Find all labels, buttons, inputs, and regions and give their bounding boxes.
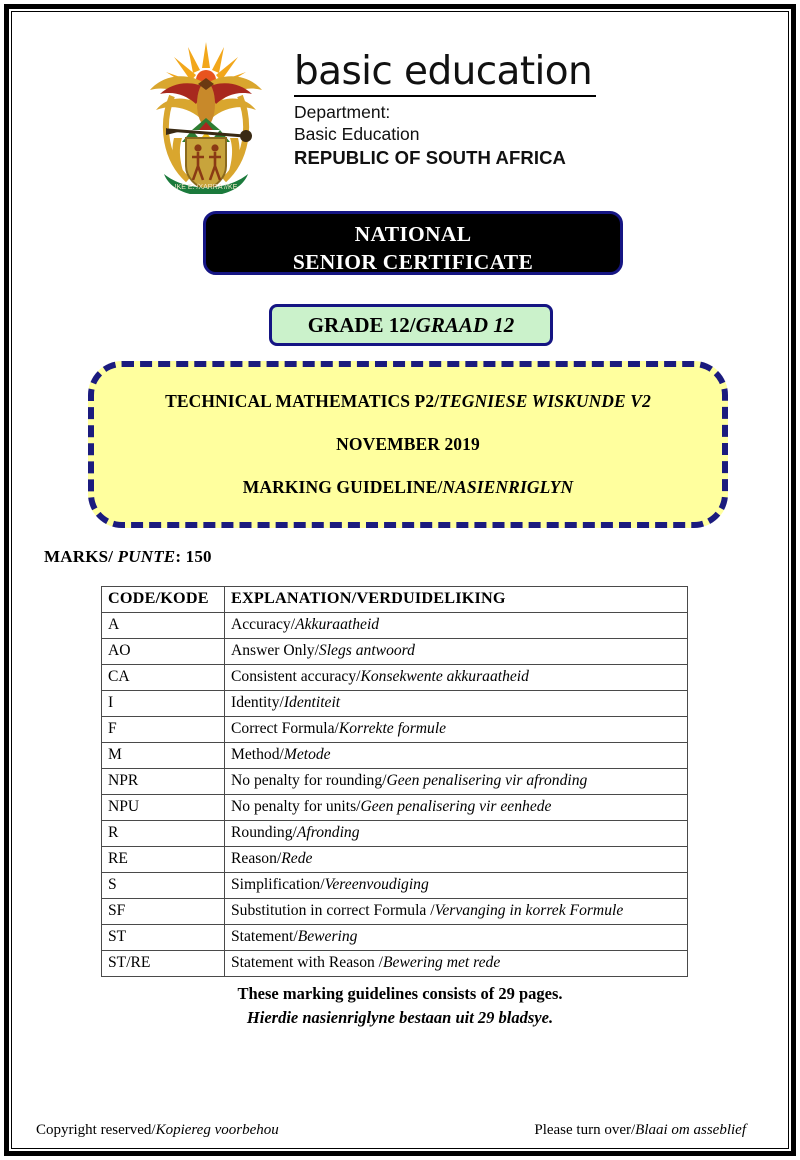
explanation-afrikaans: Identiteit <box>283 693 341 711</box>
explanation-afrikaans: Akkuraatheid <box>295 615 380 633</box>
table-row <box>102 691 688 717</box>
explanation-english: Rounding/ <box>231 823 297 841</box>
table-cell-code: SF <box>102 899 225 925</box>
explanation-afrikaans: Korrekte formule <box>338 719 447 737</box>
table-row <box>102 613 688 639</box>
explanation-english: Reason/ <box>231 849 282 867</box>
explanation-english: Identity/ <box>231 693 284 711</box>
table-cell-explanation <box>225 873 688 899</box>
subject-title-en: TECHNICAL MATHEMATICS P2/ <box>165 391 440 411</box>
table-row <box>102 743 688 769</box>
table-row <box>102 821 688 847</box>
table-cell-code: NPU <box>102 795 225 821</box>
subject-doctype-af: NASIENRIGLYN <box>442 477 574 497</box>
subject-doctype-line <box>94 477 722 498</box>
explanation-english: Substitution in correct Formula / <box>231 901 435 919</box>
page-count-afrikaans: Hierdie nasienriglyne bestaan uit 29 bladsye. <box>246 1007 554 1027</box>
table-row <box>102 951 688 977</box>
logotype-text <box>294 34 596 169</box>
explanation-afrikaans: Geen penalisering vir eenhede <box>360 797 552 815</box>
table-cell-explanation <box>225 769 688 795</box>
logo-department-label: Department: <box>294 101 391 122</box>
nsc-line-2: SENIOR CERTIFICATE <box>292 249 534 274</box>
explanation-afrikaans: Metode <box>283 745 331 763</box>
subject-title-line <box>94 391 722 412</box>
explanation-english: Accuracy/ <box>231 615 296 633</box>
table-row <box>102 795 688 821</box>
south-african-coat-of-arms-icon <box>130 34 282 194</box>
table-cell-code: S <box>102 873 225 899</box>
table-cell-explanation <box>225 613 688 639</box>
footer-turnover-en: Please turn over/ <box>534 1122 636 1138</box>
table-cell-code: AO <box>102 639 225 665</box>
table-cell-code: RE <box>102 847 225 873</box>
subject-doctype-en: MARKING GUIDELINE/ <box>242 477 443 497</box>
explanation-afrikaans: Vereenvoudiging <box>324 875 429 893</box>
table-cell-code: ST <box>102 925 225 951</box>
logo-country: REPUBLIC OF SOUTH AFRICA <box>294 146 567 168</box>
footer-copyright-af: Kopiereg voorbehou <box>155 1122 279 1138</box>
table-cell-code: CA <box>102 665 225 691</box>
table-cell-explanation <box>225 717 688 743</box>
logo-subtitle <box>294 101 596 169</box>
subject-title-af: TEGNIESE WISKUNDE V2 <box>439 391 651 411</box>
explanation-afrikaans: Afronding <box>296 823 360 841</box>
marks-value: : 150 <box>175 547 212 566</box>
page-count-note <box>0 982 800 1030</box>
explanation-afrikaans: Geen penalisering vir afronding <box>386 771 588 789</box>
department-logo-block <box>130 34 670 202</box>
marking-codes-table <box>101 586 688 977</box>
table-cell-explanation <box>225 821 688 847</box>
explanation-english: Statement/ <box>231 927 298 945</box>
table-row <box>102 925 688 951</box>
table-cell-explanation <box>225 899 688 925</box>
explanation-english: Consistent accuracy/ <box>231 667 361 685</box>
page-footer <box>36 1122 746 1139</box>
explanation-afrikaans: Bewering <box>297 927 358 945</box>
explanation-afrikaans: Vervanging in korrek Formule <box>434 901 624 919</box>
explanation-english: Correct Formula/ <box>231 719 339 737</box>
grade-label-en: GRADE 12/ <box>307 313 416 337</box>
table-cell-code: A <box>102 613 225 639</box>
marks-label-en: MARKS/ <box>44 547 118 566</box>
table-row <box>102 873 688 899</box>
explanation-english: No penalty for units/ <box>231 797 361 815</box>
table-body <box>102 613 688 977</box>
marks-total-line <box>44 547 212 567</box>
table-cell-explanation <box>225 847 688 873</box>
logo-department-name: Basic Education <box>294 124 420 145</box>
table-cell-explanation <box>225 665 688 691</box>
table-row <box>102 717 688 743</box>
table-cell-explanation <box>225 951 688 977</box>
national-senior-certificate-banner <box>203 211 623 275</box>
grade-banner <box>269 304 553 346</box>
grade-label-af: GRAAD 12 <box>415 313 515 337</box>
marks-label-af: PUNTE <box>117 547 176 566</box>
table-cell-explanation <box>225 691 688 717</box>
footer-copyright <box>36 1122 279 1139</box>
coat-of-arms-motto: !KE E: /XARRA //KE <box>174 184 238 191</box>
footer-turnover-af: Blaai om asseblief <box>635 1122 746 1138</box>
explanation-english: Method/ <box>231 745 284 763</box>
table-row <box>102 899 688 925</box>
table-cell-explanation <box>225 795 688 821</box>
table-row <box>102 769 688 795</box>
footer-copyright-en: Copyright reserved/ <box>36 1122 156 1138</box>
explanation-afrikaans: Rede <box>281 849 313 867</box>
explanation-english: Simplification/ <box>231 875 325 893</box>
table-cell-code: NPR <box>102 769 225 795</box>
page-count-english: These marking guidelines consists of 29 pages. <box>237 984 563 1003</box>
table-row <box>102 847 688 873</box>
explanation-english: No penalty for rounding/ <box>231 771 387 789</box>
table-header-code: CODE/KODE <box>102 587 225 613</box>
table-header-row <box>102 587 688 613</box>
table-cell-code: ST/RE <box>102 951 225 977</box>
table-row <box>102 665 688 691</box>
nsc-line-1: NATIONAL <box>354 222 472 246</box>
table-cell-code: R <box>102 821 225 847</box>
table-cell-explanation <box>225 639 688 665</box>
table-cell-explanation <box>225 925 688 951</box>
explanation-afrikaans: Konsekwente akkuraatheid <box>360 667 529 685</box>
explanation-afrikaans: Bewering met rede <box>383 953 501 971</box>
table-cell-explanation <box>225 743 688 769</box>
table-row <box>102 639 688 665</box>
explanation-english: Answer Only/ <box>231 641 319 659</box>
table-cell-code: I <box>102 691 225 717</box>
logo-title: basic education <box>294 52 596 97</box>
footer-turnover <box>534 1122 746 1139</box>
table-cell-code: M <box>102 743 225 769</box>
explanation-afrikaans: Slegs antwoord <box>318 641 415 659</box>
table-header-explanation: EXPLANATION/VERDUIDELIKING <box>225 587 688 613</box>
subject-banner <box>88 361 728 528</box>
subject-date-line: NOVEMBER 2019 <box>336 434 480 454</box>
explanation-english: Statement with Reason / <box>231 953 384 971</box>
table-cell-code: F <box>102 717 225 743</box>
